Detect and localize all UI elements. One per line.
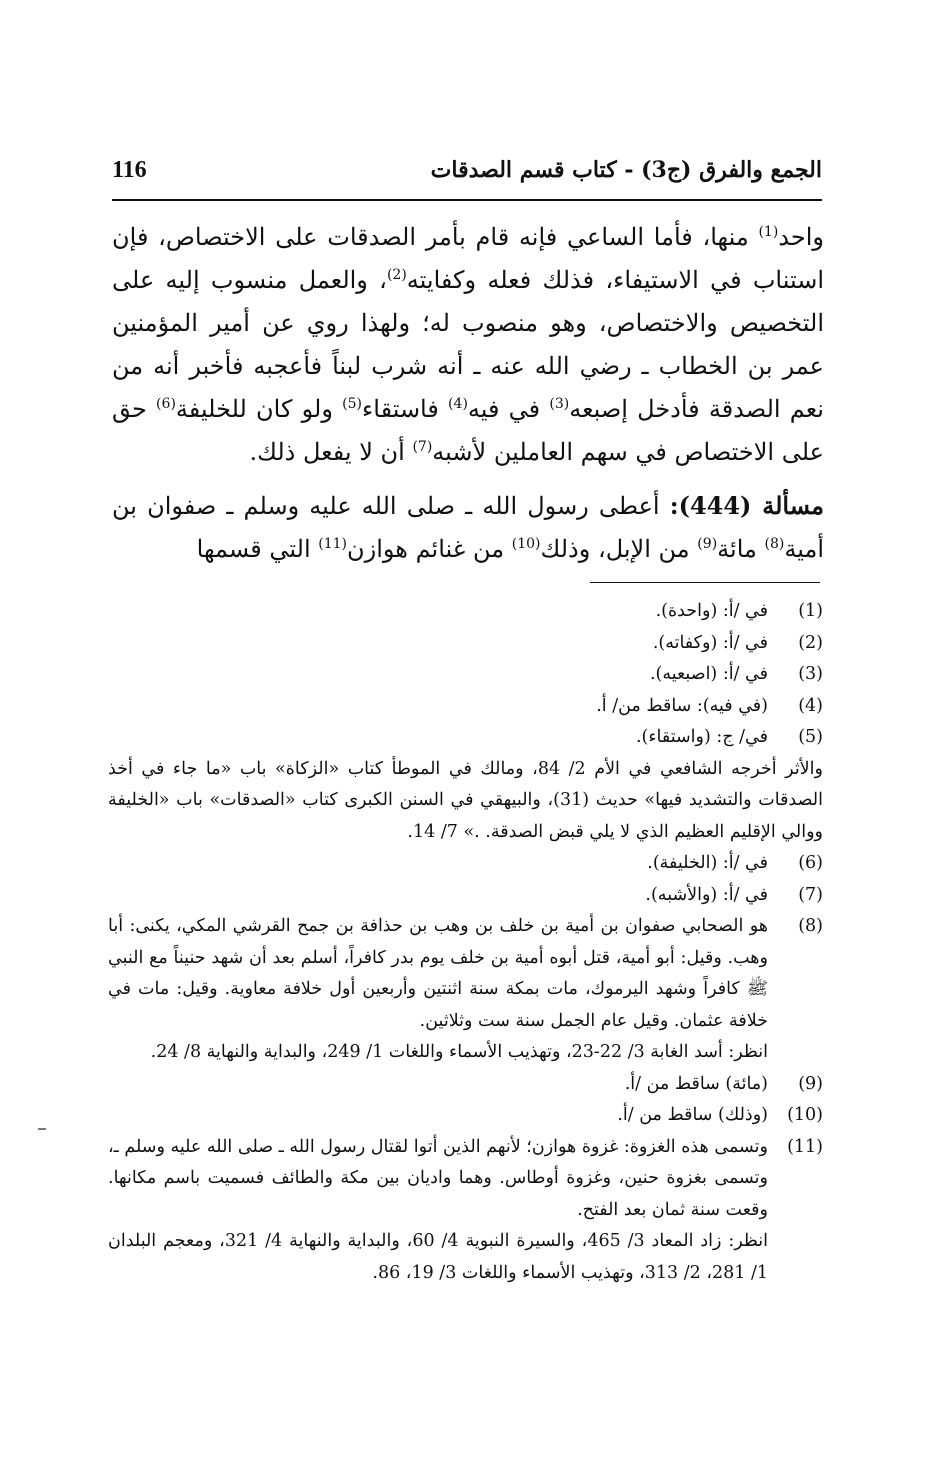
page-number: 116 [112,157,147,183]
footnote-text: (وذلك) ساقط من /أ. [617,1105,768,1125]
footnotes [108,596,823,1289]
footnote-ref[interactable]: (6) [156,396,176,412]
text-run: من غنائم هوازن [347,535,512,563]
footnote-continuation: انظر: زاد المعاد 3/ 465، والسيرة النبوية 4/ 60، والبداية والنهاية 4/ 321، ومعجم البلدان 1/ 281، 2/ 313، وتهذيب الأسماء واللغات 3/ 19، 86. [108,1231,768,1283]
text-run: مائة [717,535,765,563]
scan-mark [38,1128,46,1130]
header-divider [112,199,822,201]
issue-label: مسألة (444): [669,491,825,520]
footnote-divider [590,582,820,583]
footnote-ref[interactable]: (7) [412,439,433,455]
footnote [108,691,823,723]
footnote-ref[interactable]: (8) [764,536,785,552]
footnote [108,596,823,628]
text-run: منها، فأما الساعي فإنه قام بأمر الصدقات على الاختصاص، فإن استناب في الاستيفاء، فذلك فعله وكفايته [112,223,825,294]
footnote-ref[interactable]: (3) [549,396,570,412]
paragraph-1 [112,216,824,474]
footnote-text: هو الصحابي صفوان بن أمية بن خلف بن وهب بن حذافة بن جمح القرشي المكي، يكنى: أبا وهب. وقيل: أبو أمية، قتل أبوه أمية بن خلف يوم بدر كافراً، أسلم بعد أن شهد حنيناً مع النبي ﷺ كافراً وشهد اليرموك، مات بمكة سنة اثنتين وأربعين أول خلافة معاوية. وقيل: مات في خلافة عثمان. وقيل عام الجمل سنة ست وثلاثين. [108,916,768,1031]
footnote-text: في /أ: (واحدة). [655,601,768,621]
footnote [108,911,823,1037]
text-run: في فيه [467,395,550,423]
text-run: من الإبل، وذلك [540,535,698,563]
page-header [112,157,822,189]
footnote-ref[interactable]: (5) [342,396,362,412]
text-run: حق على الاختصاص في سهم العاملين لأشبه [112,395,824,466]
footnote-ref[interactable]: (4) [448,396,468,412]
footnote-text: (مائة) ساقط من /أ. [624,1073,768,1094]
footnote [108,722,823,754]
footnote-text: في /أ: (اصبعيه). [649,664,768,684]
text-run: ، والعمل منسوب إليه على التخصيص والاختصاص، وهو منصوب له؛ ولهذا روي عن أمير المؤمنين عمر بن الخطاب ـ رضي الله عنه ـ أنه شرب لبناً فأعجبه فأخبر أنه من نعم الصدقة فأدخل إصبعه [112,266,824,423]
text-run: ولو كان للخليفة [175,395,343,423]
footnote-number: (3) [798,664,823,684]
running-title: الجمع والفرق (ج3) - كتاب قسم الصدقات [430,157,822,183]
text-run: أن لا يفعل ذلك. [249,438,413,466]
text-run: التي قسمها [196,535,319,563]
footnote-text: في /أ: (والأشبه). [645,884,768,905]
footnote-ref[interactable]: (10) [511,536,541,552]
footnote [108,1100,823,1132]
main-text [112,216,824,571]
footnote-number: (9) [798,1073,823,1094]
footnote-text: (في فيه): ساقط من/ أ. [596,695,768,716]
footnote [108,659,823,691]
footnote [108,880,823,912]
footnote-continuation: انظر: أسد الغابة 3/ 22-23، وتهذيب الأسماء واللغات 1/ 249، والبداية والنهاية 8/ 24. [150,1042,768,1062]
footnote-number: (10) [787,1105,823,1125]
footnote-number: (8) [798,916,823,936]
footnote-text: في/ ج: (واستقاء). [635,727,768,747]
footnote [108,848,823,880]
footnote-number: (6) [798,853,823,873]
text-run: أعطى رسول الله ـ صلى الله عليه وسلم ـ صفوان بن أمية [112,492,824,563]
footnote [108,628,823,660]
footnote [108,1069,823,1101]
footnote [108,1132,823,1227]
footnote-ref[interactable]: (11) [318,536,348,552]
footnote-text: في /أ: (وكفاته). [652,632,768,653]
issue-paragraph [112,484,824,571]
footnote-text: وتسمى هذه الغزوة: غزوة هوازن؛ لأنهم الذين أتوا لقتال رسول الله ـ صلى الله عليه وسلم ـ، وتسمى بغزوة حنين، وغزوة أوطاس. وهما واديان بين مكة والطائف فسميت باسم مكانها. وقعت سنة ثمان بعد الفتح. [108,1136,768,1220]
footnote-ref[interactable]: (2) [386,267,407,283]
footnote-ref[interactable]: (1) [758,224,779,240]
footnote-number: (1) [798,601,823,621]
footnote-ref[interactable]: (9) [697,536,718,552]
footnote-number: (11) [787,1136,823,1157]
footnote-text: في /أ: (الخليفة). [647,853,768,873]
footnote-number: (2) [798,632,823,653]
footnote-number: (7) [798,884,823,905]
text-run: واحد [778,223,824,251]
text-run: فاستقاء [361,395,449,423]
footnote-continuation: والأثر أخرجه الشافعي في الأم 2/ 84، ومالك في الموطأ كتاب «الزكاة» باب «ما جاء في أخذ الصدقات والتشديد فيها» حديث (31)، والبيهقي في السنن الكبرى كتاب «الصدقات» باب «الخليفة ووالي الإقليم العظيم الذي لا يلي قبض الصدقة. .» 7/ 14. [108,758,823,842]
footnote-number: (5) [798,727,823,747]
footnote-number: (4) [798,695,823,716]
